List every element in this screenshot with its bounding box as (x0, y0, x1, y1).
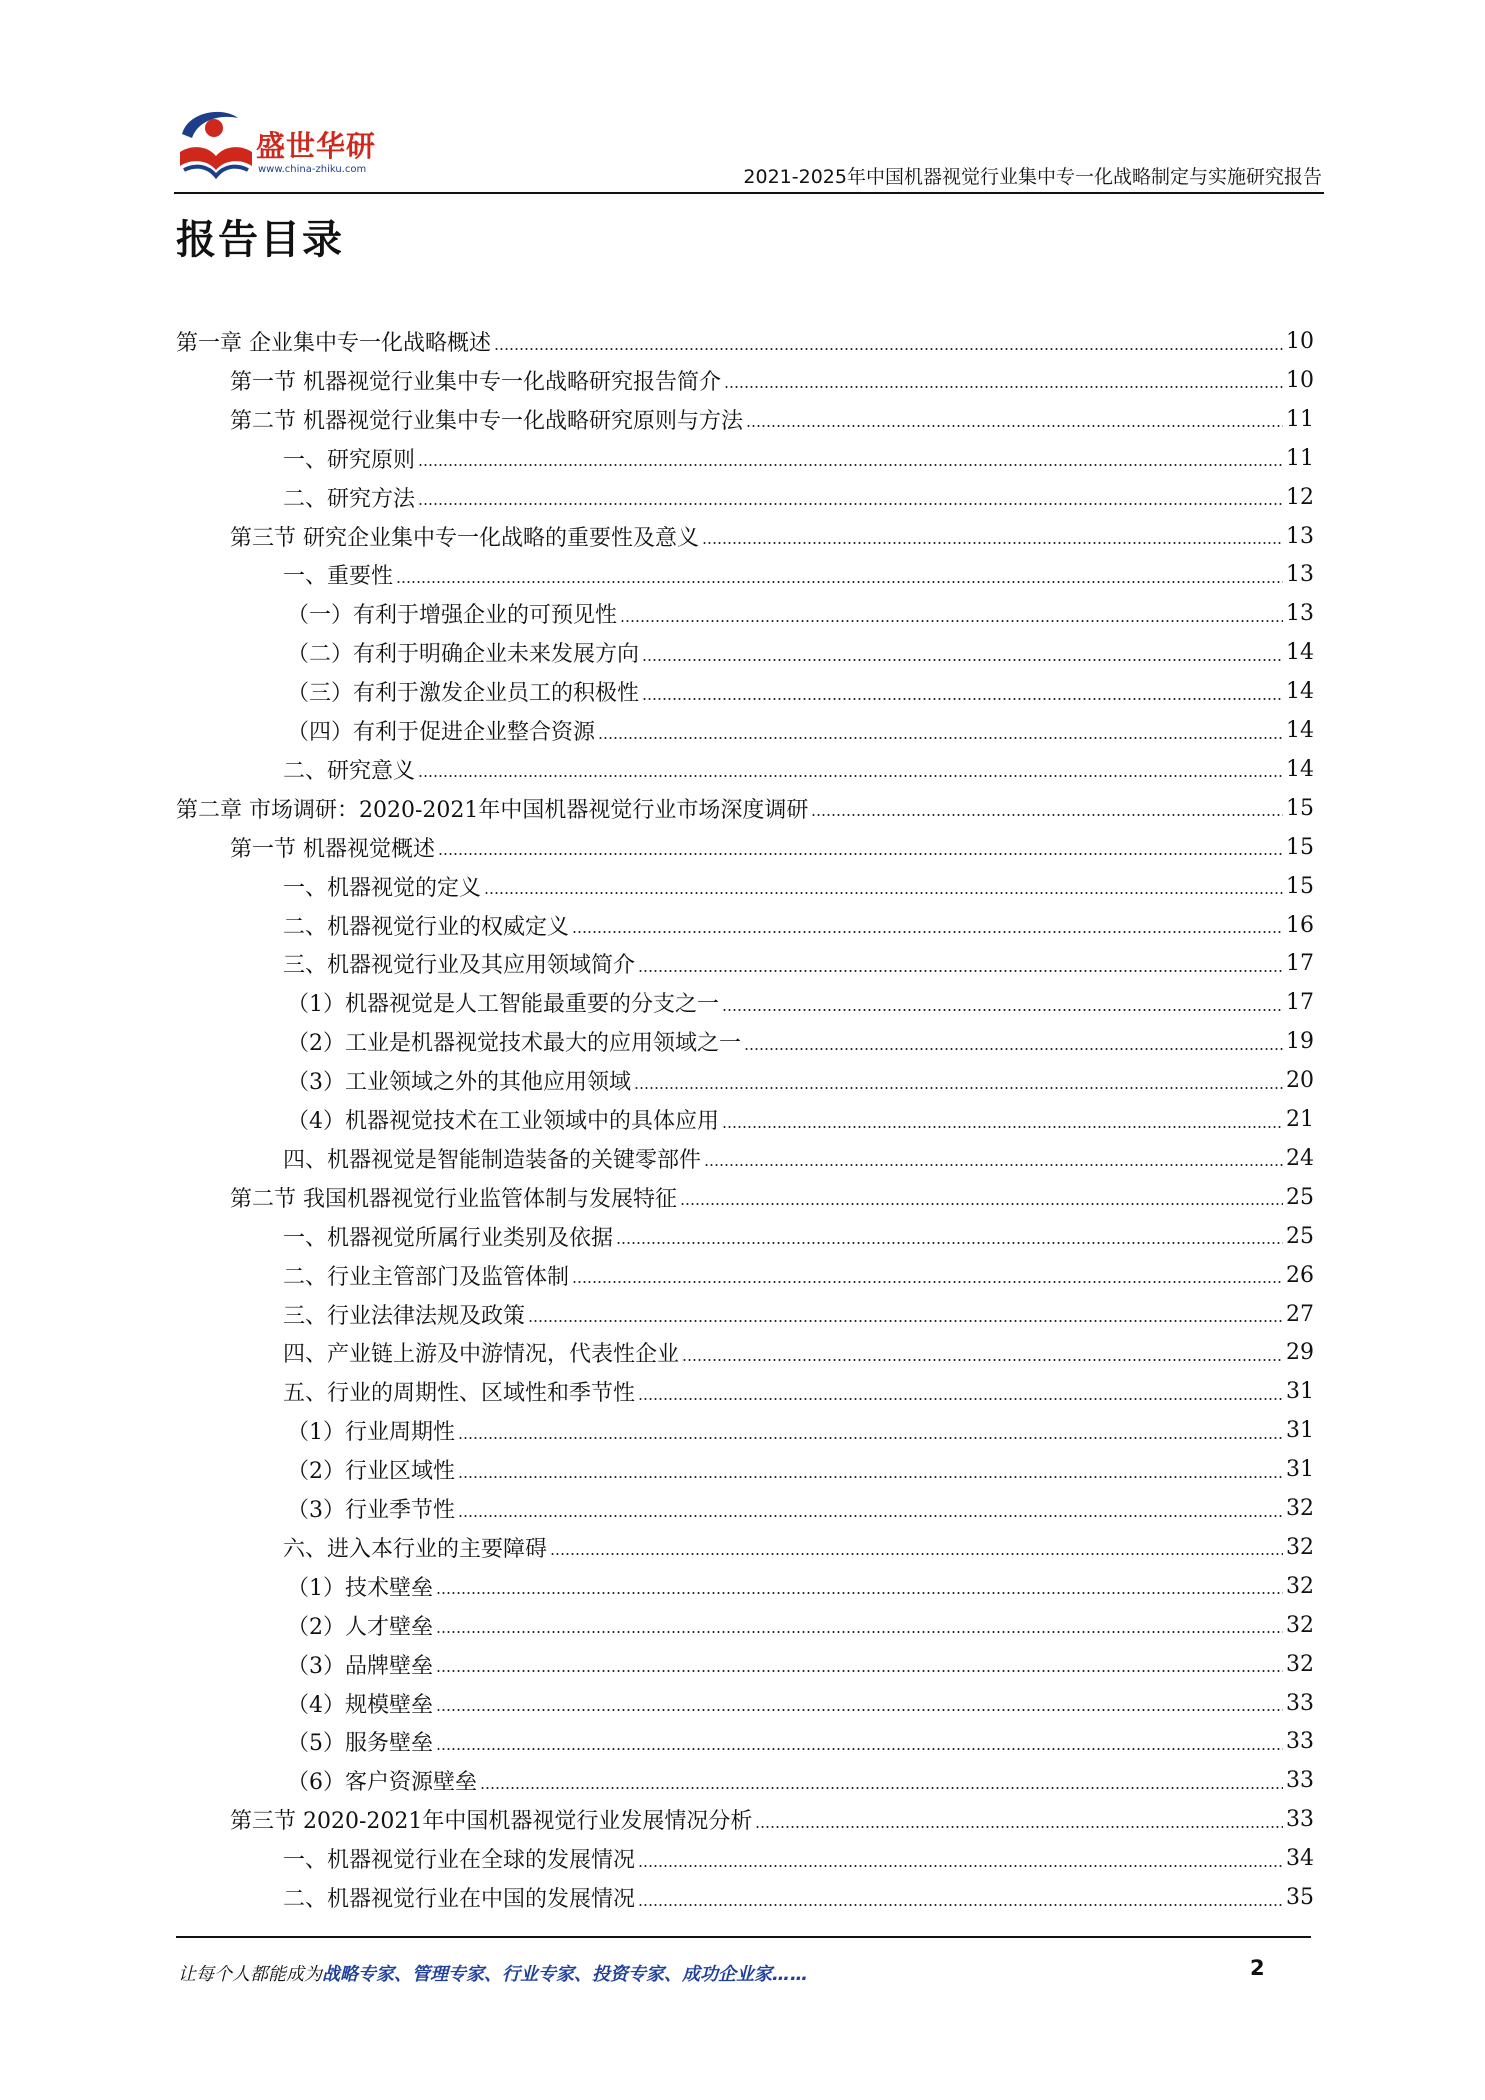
toc-entry-page: 12 (1286, 484, 1314, 510)
toc-entry-page: 27 (1286, 1301, 1314, 1327)
toc-entry-page: 26 (1286, 1262, 1314, 1288)
page-title: 报告目录 (176, 217, 344, 263)
toc-entry-title: 一、机器视觉的定义 (283, 875, 482, 901)
toc-entry[interactable] (287, 633, 1314, 672)
toc-dot-leader (572, 914, 1283, 936)
toc-dot-leader (418, 758, 1283, 780)
logo-name: 盛世华研 (256, 129, 377, 163)
toc-entry-title: 二、机器视觉行业的权威定义 (283, 914, 570, 940)
toc-dot-leader (484, 875, 1283, 897)
toc-entry-page: 20 (1286, 1068, 1314, 1094)
toc-entry[interactable] (287, 1722, 1314, 1761)
toc-entry[interactable] (230, 1178, 1314, 1217)
toc-entry[interactable] (283, 1333, 1314, 1372)
toc-entry[interactable] (287, 1761, 1314, 1800)
toc-entry-page: 35 (1286, 1885, 1314, 1910)
toc-dot-leader (396, 564, 1283, 586)
logo-url: www.china-zhiku.com (258, 164, 367, 175)
toc-entry[interactable] (230, 1800, 1314, 1839)
toc-entry-title: 六、进入本行业的主要障碍 (283, 1536, 548, 1562)
toc-entry[interactable] (287, 1100, 1314, 1139)
toc-entry[interactable] (287, 1450, 1314, 1489)
toc-entry-page: 32 (1286, 1534, 1314, 1560)
toc-dot-leader (436, 1575, 1283, 1597)
toc-entry-title: （二）有利于明确企业未来发展方向 (287, 642, 640, 668)
toc-dot-leader (436, 1731, 1283, 1753)
footer-divider (176, 1936, 1311, 1938)
toc-dot-leader (598, 720, 1283, 742)
toc-dot-leader (458, 1420, 1283, 1442)
toc-entry[interactable] (283, 1295, 1314, 1334)
toc-entry[interactable] (283, 867, 1314, 906)
toc-entry[interactable] (230, 361, 1314, 400)
page-number: 2 (1250, 1956, 1265, 1980)
toc-dot-leader (702, 525, 1283, 547)
toc-dot-leader (638, 1381, 1283, 1403)
toc-entry-page: 17 (1286, 951, 1314, 977)
toc-dot-leader (494, 331, 1283, 353)
toc-entry-title: （4）规模壁垒 (287, 1692, 433, 1718)
toc-entry-title: 第三节 2020-2021年中国机器视觉行业发展情况分析 (230, 1809, 753, 1835)
toc-entry-page: 13 (1286, 601, 1314, 627)
toc-entry-title: 四、产业链上游及中游情况，代表性企业 (283, 1342, 680, 1368)
toc-entry-page: 32 (1286, 1496, 1314, 1521)
toc-entry-page: 14 (1286, 756, 1314, 782)
toc-dot-leader (642, 681, 1283, 703)
toc-entry-title: （三）有利于激发企业员工的积极性 (287, 681, 640, 707)
toc-entry-title: （2）人才壁垒 (287, 1614, 433, 1640)
toc-entry[interactable] (283, 1878, 1314, 1917)
toc-entry-title: （1）技术壁垒 (287, 1575, 433, 1601)
toc-dot-leader (458, 1498, 1283, 1520)
toc-entry-title: （1）机器视觉是人工智能最重要的分支之一 (287, 992, 719, 1018)
toc-entry-title: （四）有利于促进企业整合资源 (287, 720, 596, 745)
toc-dot-leader (724, 369, 1283, 391)
toc-entry[interactable] (230, 517, 1314, 556)
toc-dot-leader (436, 1692, 1283, 1714)
toc-entry-page: 31 (1286, 1457, 1314, 1483)
toc-entry[interactable] (283, 944, 1314, 983)
toc-entry[interactable] (230, 400, 1314, 439)
company-logo (174, 104, 404, 186)
toc-dot-leader (680, 1186, 1283, 1208)
toc-entry[interactable] (176, 789, 1314, 828)
toc-dot-leader (744, 1031, 1283, 1053)
toc-entry[interactable] (283, 750, 1314, 789)
toc-entry-title: 二、机器视觉行业在中国的发展情况 (283, 1887, 636, 1912)
toc-dot-leader (638, 953, 1283, 975)
toc-dot-leader (438, 836, 1283, 858)
toc-dot-leader (620, 603, 1283, 625)
toc-dot-leader (436, 1614, 1283, 1636)
toc-entry-page: 10 (1286, 329, 1314, 354)
toc-dot-leader (638, 1848, 1283, 1870)
toc-entry-page: 21 (1286, 1107, 1314, 1132)
toc-entry-page: 11 (1286, 445, 1314, 471)
toc-entry[interactable] (283, 1528, 1314, 1567)
toc-entry-title: 第一节 机器视觉行业集中专一化战略研究报告简介 (230, 369, 721, 395)
toc-entry-page: 24 (1286, 1145, 1314, 1171)
toc-entry-title: 一、机器视觉行业在全球的发展情况 (283, 1848, 636, 1874)
toc-entry[interactable] (287, 711, 1314, 750)
toc-entry-title: 一、重要性 (283, 564, 394, 590)
toc-dot-leader (418, 447, 1283, 469)
toc-entry-title: 二、研究方法 (283, 486, 416, 512)
toc-entry[interactable] (287, 1061, 1314, 1100)
toc-entry-page: 15 (1286, 873, 1314, 899)
toc-dot-leader (550, 1536, 1283, 1558)
page-header (174, 100, 1324, 196)
toc-entry[interactable] (283, 1372, 1314, 1411)
toc-entry[interactable] (287, 983, 1314, 1022)
toc-entry[interactable] (287, 1489, 1314, 1528)
toc-entry[interactable] (287, 672, 1314, 711)
toc-entry-page: 33 (1286, 1807, 1314, 1833)
toc-dot-leader (682, 1342, 1283, 1364)
toc-entry-title: 第一章 企业集中专一化战略概述 (176, 331, 491, 356)
toc-entry-page: 33 (1286, 1690, 1314, 1716)
toc-entry-page: 31 (1286, 1379, 1314, 1405)
toc-dot-leader (528, 1303, 1283, 1325)
toc-entry-title: （5）服务壁垒 (287, 1731, 433, 1757)
toc-entry-title: （3）工业领域之外的其他应用领域 (287, 1070, 631, 1096)
toc-dot-leader (616, 1225, 1283, 1247)
toc-entry-page: 11 (1286, 406, 1314, 432)
footer-slogan-highlight: 战略专家、管理专家、行业专家、投资专家、成功企业家…… (322, 1964, 808, 1985)
toc-entry-page: 13 (1286, 523, 1314, 549)
toc-entry-title: （2）行业区域性 (287, 1459, 455, 1485)
toc-entry-page: 14 (1286, 718, 1314, 743)
toc-entry[interactable] (287, 594, 1314, 633)
toc-entry[interactable] (287, 1567, 1314, 1606)
toc-entry-title: 二、行业主管部门及监管体制 (283, 1264, 570, 1290)
toc-entry-title: （4）机器视觉技术在工业领域中的具体应用 (287, 1109, 719, 1134)
toc-entry-page: 17 (1286, 990, 1314, 1016)
toc-dot-leader (638, 1887, 1283, 1909)
toc-entry[interactable] (283, 1256, 1314, 1295)
toc-entry[interactable] (283, 439, 1314, 478)
toc-dot-leader (436, 1653, 1283, 1675)
toc-entry-page: 32 (1286, 1651, 1314, 1677)
toc-dot-leader (722, 992, 1283, 1014)
toc-entry-page: 19 (1286, 1029, 1314, 1055)
toc-entry-page: 14 (1286, 640, 1314, 666)
toc-entry-title: 二、研究意义 (283, 758, 416, 784)
toc-entry-title: 第二节 机器视觉行业集中专一化战略研究原则与方法 (230, 408, 743, 434)
toc-entry-title: 第三节 研究企业集中专一化战略的重要性及意义 (230, 525, 699, 551)
report-title: 2021-2025年中国机器视觉行业集中专一化战略制定与实施研究报告 (743, 166, 1322, 188)
toc-entry-title: 四、机器视觉是智能制造装备的关键零部件 (283, 1147, 702, 1173)
toc-entry-page: 16 (1286, 912, 1314, 938)
toc-entry-title: 三、行业法律法规及政策 (283, 1303, 526, 1329)
toc-entry[interactable] (287, 1645, 1314, 1684)
toc-entry-page: 13 (1286, 562, 1314, 588)
toc-entry-title: （3）行业季节性 (287, 1498, 455, 1523)
book-swoosh-logo-icon (174, 104, 258, 184)
toc-entry[interactable] (283, 1139, 1314, 1178)
toc-entry-page: 34 (1286, 1846, 1314, 1872)
toc-dot-leader (458, 1459, 1283, 1481)
toc-entry-title: 第一节 机器视觉概述 (230, 836, 435, 862)
toc-dot-leader (746, 408, 1283, 430)
toc-entry-page: 15 (1286, 834, 1314, 860)
toc-entry-page: 25 (1286, 1184, 1314, 1210)
toc-entry[interactable] (283, 1217, 1314, 1256)
toc-dot-leader (642, 642, 1283, 664)
toc-dot-leader (704, 1147, 1283, 1169)
toc-entry-page: 10 (1286, 367, 1314, 393)
toc-entry-title: 一、机器视觉所属行业类别及依据 (283, 1225, 614, 1251)
toc-entry[interactable] (176, 322, 1314, 361)
header-divider (174, 192, 1324, 194)
toc-entry[interactable] (283, 478, 1314, 517)
toc-entry-page: 25 (1286, 1223, 1314, 1249)
toc-dot-leader (722, 1109, 1283, 1131)
toc-entry[interactable] (283, 555, 1314, 594)
toc-entry-title: （6）客户资源壁垒 (287, 1770, 477, 1796)
footer-slogan-prefix: 让每个人都能成为 (178, 1964, 322, 1985)
toc-entry-page: 14 (1286, 679, 1314, 705)
footer-slogan (178, 1960, 808, 1986)
toc-entry-title: 五、行业的周期性、区域性和季节性 (283, 1381, 636, 1407)
toc-entry-title: 第二章 市场调研：2020-2021年中国机器视觉行业市场深度调研 (176, 797, 809, 823)
toc-entry-title: （3）品牌壁垒 (287, 1653, 433, 1679)
toc-entry[interactable] (283, 906, 1314, 945)
toc-entry[interactable] (287, 1022, 1314, 1061)
toc-entry-page: 32 (1286, 1612, 1314, 1638)
toc-dot-leader (572, 1264, 1283, 1286)
toc-entry-title: （一）有利于增强企业的可预见性 (287, 603, 618, 629)
toc-entry-page: 31 (1286, 1418, 1314, 1444)
toc-entry-title: （1）行业周期性 (287, 1420, 455, 1446)
toc-entry[interactable] (230, 828, 1314, 867)
toc-entry-page: 15 (1286, 795, 1314, 821)
toc-dot-leader (480, 1770, 1283, 1792)
toc-dot-leader (418, 486, 1283, 508)
toc-entry[interactable] (283, 1839, 1314, 1878)
toc-entry-title: 一、研究原则 (283, 447, 416, 473)
toc-entry[interactable] (287, 1606, 1314, 1645)
toc-dot-leader (811, 797, 1283, 819)
toc-entry-title: 第二节 我国机器视觉行业监管体制与发展特征 (230, 1186, 677, 1212)
toc-entry[interactable] (287, 1684, 1314, 1723)
toc-entry-title: 三、机器视觉行业及其应用领域简介 (283, 953, 636, 979)
toc-entry-title: （2）工业是机器视觉技术最大的应用领域之一 (287, 1031, 741, 1057)
toc-entry-page: 33 (1286, 1729, 1314, 1755)
toc-entry[interactable] (287, 1411, 1314, 1450)
toc-entry-page: 32 (1286, 1573, 1314, 1599)
toc-entry-page: 33 (1286, 1768, 1314, 1794)
toc-entry-page: 29 (1286, 1340, 1314, 1366)
toc-dot-leader (755, 1809, 1283, 1831)
toc-dot-leader (634, 1070, 1283, 1092)
